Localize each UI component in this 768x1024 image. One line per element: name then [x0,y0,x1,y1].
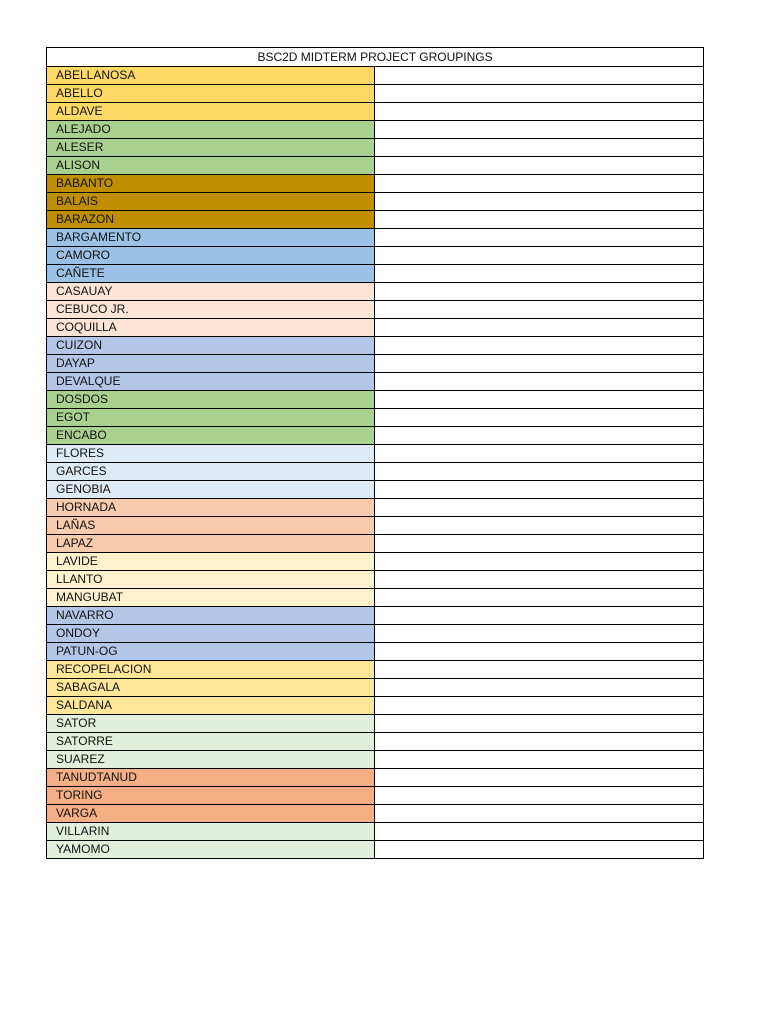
student-name-cell[interactable]: ALESER [47,139,375,157]
student-name-cell[interactable]: DOSDOS [47,391,375,409]
empty-cell[interactable] [375,355,704,373]
student-name-cell[interactable]: ALEJADO [47,121,375,139]
empty-cell[interactable] [375,139,704,157]
student-name-cell[interactable]: CAMORO [47,247,375,265]
empty-cell[interactable] [375,103,704,121]
empty-cell[interactable] [375,283,704,301]
table-row [47,427,704,445]
student-name-cell[interactable]: CASAUAY [47,283,375,301]
empty-cell[interactable] [375,301,704,319]
student-name-cell[interactable]: EGOT [47,409,375,427]
empty-cell[interactable] [375,661,704,679]
empty-cell[interactable] [375,733,704,751]
empty-cell[interactable] [375,787,704,805]
table-row [47,373,704,391]
student-name-cell[interactable]: MANGUBAT [47,589,375,607]
empty-cell[interactable] [375,769,704,787]
empty-cell[interactable] [375,481,704,499]
table-row [47,391,704,409]
table-row [47,175,704,193]
table-row [47,517,704,535]
student-name-cell[interactable]: SALDANA [47,697,375,715]
table-row [47,553,704,571]
table-row [47,733,704,751]
table-row [47,229,704,247]
empty-cell[interactable] [375,319,704,337]
student-name-cell[interactable]: RECOPELACION [47,661,375,679]
table-row [47,301,704,319]
empty-cell[interactable] [375,265,704,283]
student-name-cell[interactable]: LAVIDE [47,553,375,571]
table-row [47,625,704,643]
student-name-cell[interactable]: ABELLANOSA [47,67,375,85]
empty-cell[interactable] [375,391,704,409]
table-row [47,121,704,139]
table-row [47,787,704,805]
table-row [47,139,704,157]
student-name-cell[interactable]: CAÑETE [47,265,375,283]
empty-cell[interactable] [375,499,704,517]
student-name-cell[interactable]: TORING [47,787,375,805]
student-name-cell[interactable]: ENCABO [47,427,375,445]
empty-cell[interactable] [375,463,704,481]
table-row [47,751,704,769]
empty-cell[interactable] [375,535,704,553]
empty-cell[interactable] [375,697,704,715]
student-name-cell[interactable]: ALISON [47,157,375,175]
student-name-cell[interactable]: BABANTO [47,175,375,193]
student-name-cell[interactable]: LLANTO [47,571,375,589]
empty-cell[interactable] [375,517,704,535]
empty-cell[interactable] [375,229,704,247]
student-name-cell[interactable]: TANUDTANUD [47,769,375,787]
empty-cell[interactable] [375,211,704,229]
groupings-table [46,47,704,859]
table-row [47,67,704,85]
empty-cell[interactable] [375,625,704,643]
student-name-cell[interactable]: SUAREZ [47,751,375,769]
table-row [47,463,704,481]
table-row [47,841,704,859]
table-row [47,481,704,499]
table-row [47,445,704,463]
table-row [47,823,704,841]
empty-cell[interactable] [375,607,704,625]
table-row [47,355,704,373]
title-row [47,48,704,67]
empty-cell[interactable] [375,337,704,355]
student-name-cell[interactable]: CEBUCO JR. [47,301,375,319]
table-row [47,247,704,265]
empty-cell[interactable] [375,715,704,733]
student-name-cell[interactable]: ABELLO [47,85,375,103]
table-row [47,535,704,553]
student-name-cell[interactable]: VARGA [47,805,375,823]
student-name-cell[interactable]: DEVALQUE [47,373,375,391]
student-name-cell[interactable]: ALDAVE [47,103,375,121]
student-name-cell[interactable]: SATOR [47,715,375,733]
empty-cell[interactable] [375,445,704,463]
empty-cell[interactable] [375,805,704,823]
empty-cell[interactable] [375,589,704,607]
student-name-cell[interactable]: CUIZON [47,337,375,355]
table-row [47,589,704,607]
table-row [47,805,704,823]
empty-cell[interactable] [375,67,704,85]
empty-cell[interactable] [375,679,704,697]
empty-cell[interactable] [375,175,704,193]
student-name-cell[interactable]: SATORRE [47,733,375,751]
empty-cell[interactable] [375,193,704,211]
table-row [47,715,704,733]
empty-cell[interactable] [375,409,704,427]
student-name-cell[interactable]: LAPAZ [47,535,375,553]
groupings-table-body [47,48,704,859]
student-name-cell[interactable]: BARAZON [47,211,375,229]
student-name-cell[interactable]: LAÑAS [47,517,375,535]
table-row [47,499,704,517]
student-name-cell[interactable]: FLORES [47,445,375,463]
table-row [47,337,704,355]
table-row [47,85,704,103]
student-name-cell[interactable]: SABAGALA [47,679,375,697]
student-name-cell[interactable]: BARGAMENTO [47,229,375,247]
empty-cell[interactable] [375,85,704,103]
student-name-cell[interactable]: GENOBIA [47,481,375,499]
table-row [47,283,704,301]
empty-cell[interactable] [375,247,704,265]
student-name-cell[interactable]: COQUILLA [47,319,375,337]
table-row [47,571,704,589]
student-name-cell[interactable]: BALAIS [47,193,375,211]
empty-cell[interactable] [375,427,704,445]
student-name-cell[interactable]: VILLARIN [47,823,375,841]
table-row [47,265,704,283]
empty-cell[interactable] [375,571,704,589]
table-row [47,661,704,679]
table-row [47,103,704,121]
table-row [47,697,704,715]
empty-cell[interactable] [375,751,704,769]
table-row [47,193,704,211]
student-name-cell[interactable]: ONDOY [47,625,375,643]
student-name-cell[interactable]: YAMOMO [47,841,375,859]
student-name-cell[interactable]: PATUN-OG [47,643,375,661]
table-row [47,607,704,625]
empty-cell[interactable] [375,643,704,661]
student-name-cell[interactable]: DAYAP [47,355,375,373]
table-row [47,319,704,337]
student-name-cell[interactable]: NAVARRO [47,607,375,625]
empty-cell[interactable] [375,553,704,571]
table-row [47,643,704,661]
empty-cell[interactable] [375,121,704,139]
empty-cell[interactable] [375,157,704,175]
table-row [47,211,704,229]
table-row [47,409,704,427]
empty-cell[interactable] [375,841,704,859]
table-row [47,157,704,175]
empty-cell[interactable] [375,823,704,841]
table-row [47,769,704,787]
empty-cell[interactable] [375,373,704,391]
table-row [47,679,704,697]
sheet-title[interactable]: BSC2D MIDTERM PROJECT GROUPINGS [47,48,704,67]
student-name-cell[interactable]: GARCES [47,463,375,481]
student-name-cell[interactable]: HORNADA [47,499,375,517]
